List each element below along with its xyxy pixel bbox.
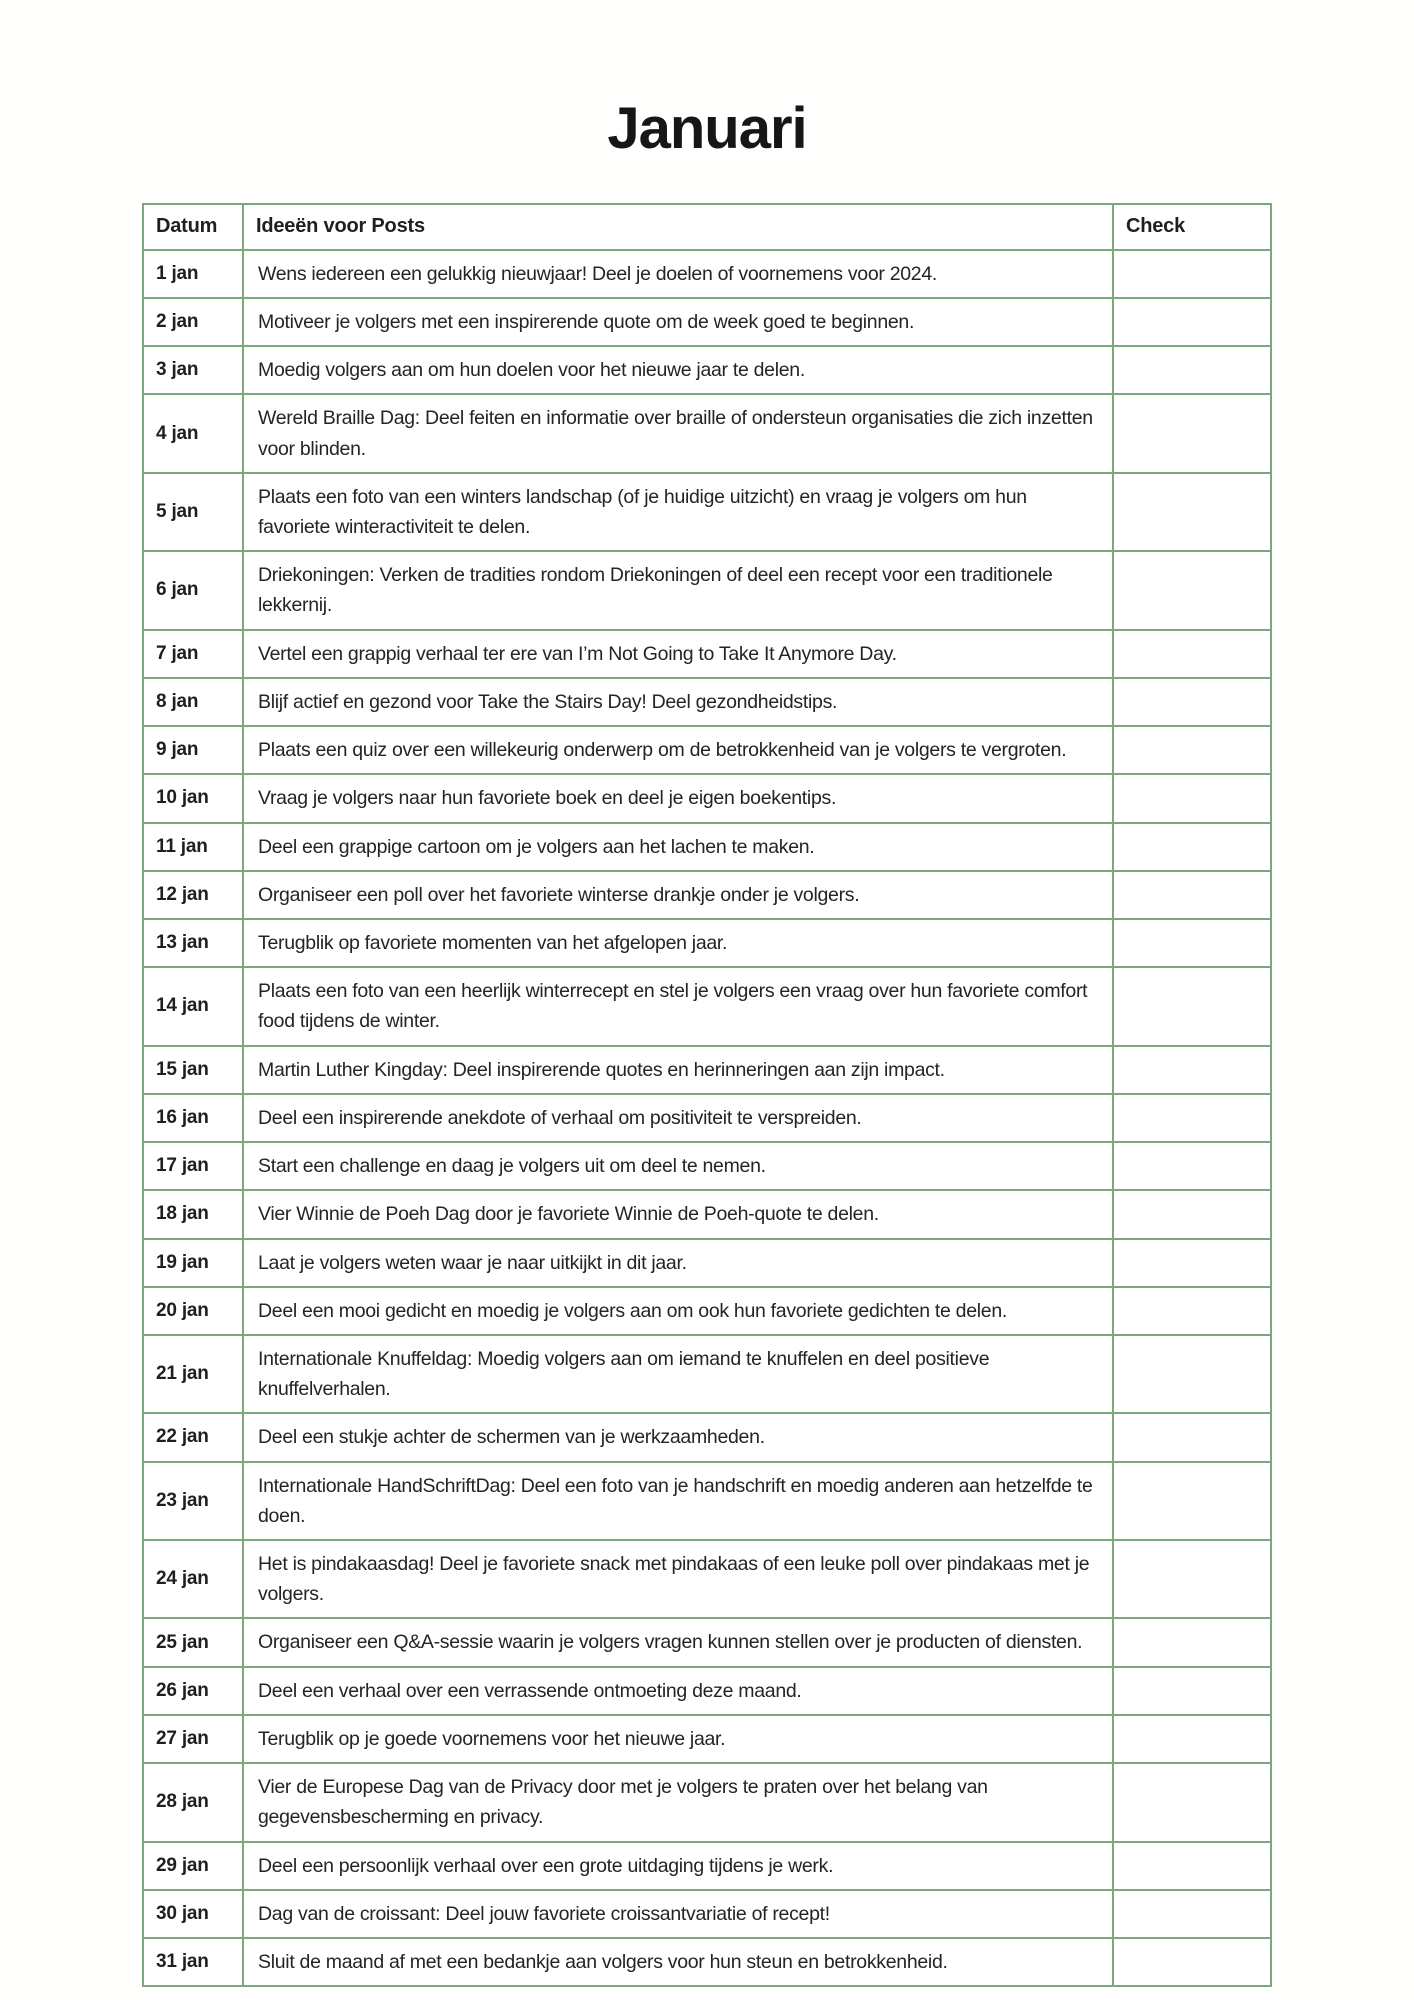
table-row [143,1618,1271,1666]
table-row [143,1287,1271,1335]
idea-cell: Moedig volgers aan om hun doelen voor het nieuwe jaar te delen. [243,346,1113,394]
idea-cell: Deel een inspirerende anekdote of verhaal om positiviteit te verspreiden. [243,1094,1113,1142]
check-cell[interactable] [1113,1667,1271,1715]
idea-cell: Wens iedereen een gelukkig nieuwjaar! Deel je doelen of voornemens voor 2024. [243,250,1113,298]
table-row [143,1046,1271,1094]
table-row [143,1094,1271,1142]
check-cell[interactable] [1113,871,1271,919]
idea-cell: Motiveer je volgers met een inspirerende quote om de week goed te beginnen. [243,298,1113,346]
check-cell[interactable] [1113,774,1271,822]
date-cell: 23 jan [143,1462,243,1540]
table-row [143,1239,1271,1287]
check-cell[interactable] [1113,1413,1271,1461]
idea-cell: Vraag je volgers naar hun favoriete boek en deel je eigen boekentips. [243,774,1113,822]
idea-cell: Martin Luther Kingday: Deel inspirerende quotes en herinneringen aan zijn impact. [243,1046,1113,1094]
table-row [143,1715,1271,1763]
table-body [143,250,1271,1987]
table-row [143,1462,1271,1540]
date-cell: 17 jan [143,1142,243,1190]
date-cell: 24 jan [143,1540,243,1618]
table-row [143,394,1271,472]
table-row [143,551,1271,629]
check-cell[interactable] [1113,298,1271,346]
header-ideeen-voor-posts: Ideeën voor Posts [243,204,1113,250]
date-cell: 19 jan [143,1239,243,1287]
date-cell: 12 jan [143,871,243,919]
date-cell: 27 jan [143,1715,243,1763]
check-cell[interactable] [1113,1763,1271,1841]
header-datum: Datum [143,204,243,250]
check-cell[interactable] [1113,630,1271,678]
table-row [143,1890,1271,1938]
table-row [143,1413,1271,1461]
table-row [143,630,1271,678]
date-cell: 29 jan [143,1842,243,1890]
idea-cell: Start een challenge en daag je volgers uit om deel te nemen. [243,1142,1113,1190]
table-row [143,250,1271,298]
idea-cell: Sluit de maand af met een bedankje aan volgers voor hun steun en betrokkenheid. [243,1938,1113,1986]
idea-cell: Plaats een foto van een heerlijk winterrecept en stel je volgers een vraag over hun favoriete comfort food tijdens de winter. [243,967,1113,1045]
table-row [143,1335,1271,1413]
idea-cell: Deel een grappige cartoon om je volgers aan het lachen te maken. [243,823,1113,871]
table-row [143,1190,1271,1238]
date-cell: 8 jan [143,678,243,726]
date-cell: 6 jan [143,551,243,629]
table-row [143,1842,1271,1890]
idea-cell: Vier Winnie de Poeh Dag door je favoriete Winnie de Poeh-quote te delen. [243,1190,1113,1238]
idea-cell: Driekoningen: Verken de tradities rondom Driekoningen of deel een recept voor een traditionele lekkernij. [243,551,1113,629]
check-cell[interactable] [1113,1938,1271,1986]
date-cell: 3 jan [143,346,243,394]
date-cell: 11 jan [143,823,243,871]
table-row [143,1938,1271,1986]
date-cell: 4 jan [143,394,243,472]
date-cell: 20 jan [143,1287,243,1335]
check-cell[interactable] [1113,394,1271,472]
idea-cell: Plaats een quiz over een willekeurig onderwerp om de betrokkenheid van je volgers te vergroten. [243,726,1113,774]
date-cell: 28 jan [143,1763,243,1841]
check-cell[interactable] [1113,250,1271,298]
idea-cell: Deel een mooi gedicht en moedig je volgers aan om ook hun favoriete gedichten te delen. [243,1287,1113,1335]
date-cell: 10 jan [143,774,243,822]
idea-cell: Organiseer een poll over het favoriete winterse drankje onder je volgers. [243,871,1113,919]
check-cell[interactable] [1113,1287,1271,1335]
check-cell[interactable] [1113,551,1271,629]
date-cell: 14 jan [143,967,243,1045]
check-cell[interactable] [1113,346,1271,394]
page-title: Januari [607,96,807,161]
date-cell: 30 jan [143,1890,243,1938]
idea-cell: Terugblik op favoriete momenten van het afgelopen jaar. [243,919,1113,967]
date-cell: 13 jan [143,919,243,967]
idea-cell: Plaats een foto van een winters landschap (of je huidige uitzicht) en vraag je volgers om hun favoriete winteractiviteit te delen. [243,473,1113,551]
check-cell[interactable] [1113,1715,1271,1763]
idea-cell: Dag van de croissant: Deel jouw favoriete croissantvariatie of recept! [243,1890,1113,1938]
table-row [143,678,1271,726]
table-row [143,871,1271,919]
check-cell[interactable] [1113,967,1271,1045]
idea-cell: Het is pindakaasdag! Deel je favoriete snack met pindakaas of een leuke poll over pindakaas met je volgers. [243,1540,1113,1618]
table-header-row [143,204,1271,250]
date-cell: 31 jan [143,1938,243,1986]
header-check: Check [1113,204,1271,250]
idea-cell: Deel een stukje achter de schermen van je werkzaamheden. [243,1413,1113,1461]
date-cell: 26 jan [143,1667,243,1715]
idea-cell: Deel een persoonlijk verhaal over een grote uitdaging tijdens je werk. [243,1842,1113,1890]
table-row [143,774,1271,822]
check-cell[interactable] [1113,1046,1271,1094]
date-cell: 21 jan [143,1335,243,1413]
check-cell[interactable] [1113,919,1271,967]
idea-cell: Internationale HandSchriftDag: Deel een foto van je handschrift en moedig anderen aan hetzelfde te doen. [243,1462,1113,1540]
date-cell: 15 jan [143,1046,243,1094]
check-cell[interactable] [1113,1540,1271,1618]
check-cell[interactable] [1113,1462,1271,1540]
check-cell[interactable] [1113,823,1271,871]
table-row [143,1763,1271,1841]
idea-cell: Organiseer een Q&A-sessie waarin je volgers vragen kunnen stellen over je producten of diensten. [243,1618,1113,1666]
table-row [143,823,1271,871]
table-row [143,967,1271,1045]
date-cell: 16 jan [143,1094,243,1142]
idea-cell: Deel een verhaal over een verrassende ontmoeting deze maand. [243,1667,1113,1715]
check-cell[interactable] [1113,1239,1271,1287]
table-row [143,298,1271,346]
table-row [143,919,1271,967]
date-cell: 25 jan [143,1618,243,1666]
table-row [143,1142,1271,1190]
date-cell: 1 jan [143,250,243,298]
check-cell[interactable] [1113,1890,1271,1938]
table-row [143,1540,1271,1618]
idea-cell: Laat je volgers weten waar je naar uitkijkt in dit jaar. [243,1239,1113,1287]
check-cell[interactable] [1113,726,1271,774]
date-cell: 9 jan [143,726,243,774]
table-row [143,473,1271,551]
idea-cell: Blijf actief en gezond voor Take the Stairs Day! Deel gezondheidstips. [243,678,1113,726]
date-cell: 7 jan [143,630,243,678]
check-cell[interactable] [1113,1842,1271,1890]
check-cell[interactable] [1113,678,1271,726]
idea-cell: Internationale Knuffeldag: Moedig volgers aan om iemand te knuffelen en deel positieve knuffelverhalen. [243,1335,1113,1413]
check-cell[interactable] [1113,1094,1271,1142]
date-cell: 5 jan [143,473,243,551]
table-row [143,1667,1271,1715]
idea-cell: Terugblik op je goede voornemens voor het nieuwe jaar. [243,1715,1113,1763]
idea-cell: Vertel een grappig verhaal ter ere van I’m Not Going to Take It Anymore Day. [243,630,1113,678]
date-cell: 2 jan [143,298,243,346]
content-calendar-table [142,203,1272,1988]
idea-cell: Vier de Europese Dag van de Privacy door met je volgers te praten over het belang van gegevensbescherming en privacy. [243,1763,1113,1841]
table-row [143,726,1271,774]
check-cell[interactable] [1113,1618,1271,1666]
check-cell[interactable] [1113,1335,1271,1413]
date-cell: 22 jan [143,1413,243,1461]
date-cell: 18 jan [143,1190,243,1238]
idea-cell: Wereld Braille Dag: Deel feiten en informatie over braille of ondersteun organisaties die zich inzetten voor blinden. [243,394,1113,472]
check-cell[interactable] [1113,1142,1271,1190]
table-row [143,346,1271,394]
check-cell[interactable] [1113,1190,1271,1238]
check-cell[interactable] [1113,473,1271,551]
